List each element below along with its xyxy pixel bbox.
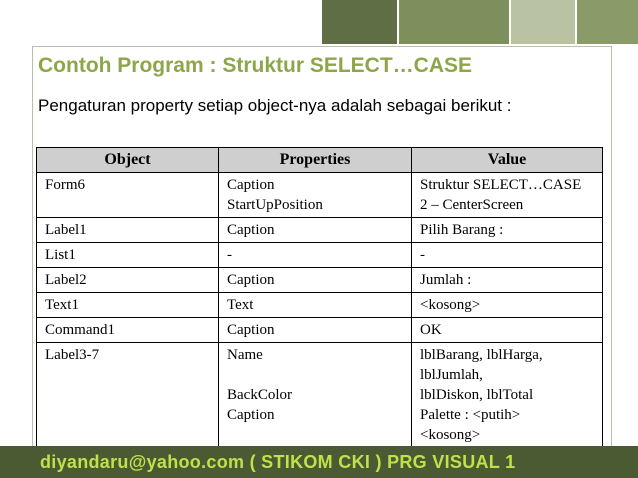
properties-cell: - [219, 243, 412, 268]
table-row [37, 268, 603, 293]
table-row [37, 343, 603, 448]
object-cell: Label1 [37, 218, 219, 243]
table-row [37, 293, 603, 318]
object-cell: Text1 [37, 293, 219, 318]
property-line: Caption [227, 407, 275, 423]
property-line: Name [227, 347, 263, 363]
object-cell: Form6 [37, 173, 219, 218]
header-deco-block-2 [399, 0, 509, 44]
value-cell: Jumlah : [412, 268, 603, 293]
table-header-row [37, 148, 603, 173]
property-line: BackColor [227, 387, 292, 403]
object-cell: Label3-7 [37, 343, 219, 448]
table-row [37, 243, 603, 268]
property-line: StartUpPosition [227, 197, 323, 213]
header-deco-block-1 [322, 0, 397, 44]
column-header-object: Object [37, 148, 219, 173]
value-line: <kosong> [420, 427, 481, 443]
value-cell [412, 173, 603, 218]
value-line: 2 – CenterScreen [420, 197, 524, 213]
properties-cell: Caption [219, 318, 412, 343]
object-cell: List1 [37, 243, 219, 268]
column-header-properties: Properties [219, 148, 412, 173]
object-cell: Command1 [37, 318, 219, 343]
value-cell [412, 343, 603, 448]
footer-text: diyandaru@yahoo.com ( STIKOM CKI ) PRG VISUAL 1 [40, 452, 516, 472]
properties-cell: Caption [219, 218, 412, 243]
properties-cell: Caption [219, 268, 412, 293]
intro-text: Pengaturan property setiap object-nya adalah sebagai berikut : [38, 96, 512, 115]
value-line: lblBarang, lblHarga, lblJumlah, [420, 347, 543, 383]
value-cell: Pilih Barang : [412, 218, 603, 243]
slide-title: Contoh Program : Struktur SELECT…CASE [38, 54, 473, 77]
header-deco-block-4 [577, 0, 638, 44]
value-cell: <kosong> [412, 293, 603, 318]
object-cell: Label2 [37, 268, 219, 293]
column-header-value: Value [412, 148, 603, 173]
value-line: Palette : <putih> [420, 407, 521, 423]
table-row [37, 173, 603, 218]
property-table [36, 147, 603, 448]
table-row [37, 218, 603, 243]
header-deco-block-3 [511, 0, 575, 44]
table-row [37, 318, 603, 343]
value-line: Struktur SELECT…CASE [420, 177, 582, 193]
property-line-blank [227, 365, 403, 385]
properties-cell [219, 343, 412, 448]
value-cell: OK [412, 318, 603, 343]
properties-cell [219, 173, 412, 218]
property-line: Caption [227, 177, 275, 193]
value-line: lblDiskon, lblTotal [420, 387, 534, 403]
properties-cell: Text [219, 293, 412, 318]
value-cell: - [412, 243, 603, 268]
